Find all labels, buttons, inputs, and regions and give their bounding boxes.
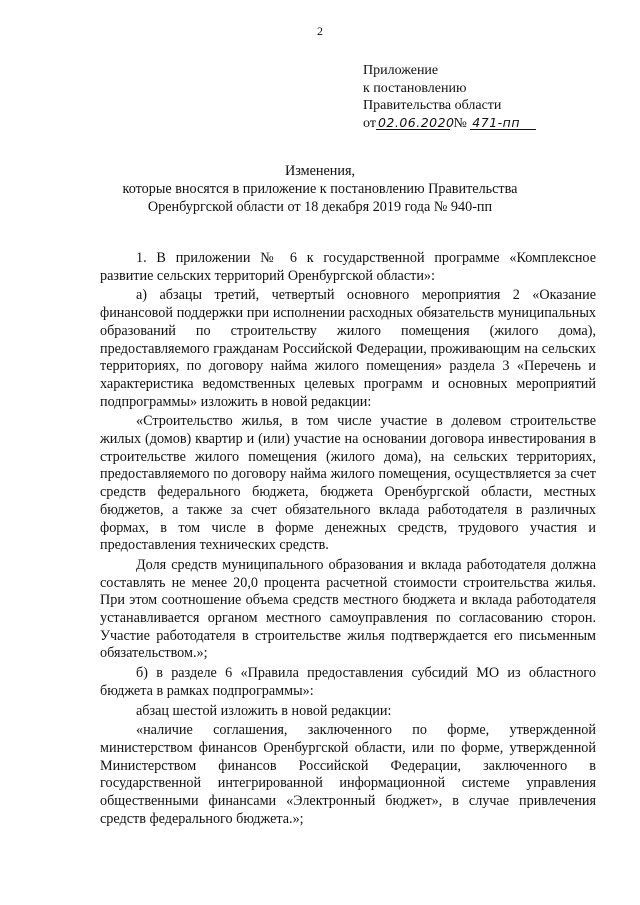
appendix-line-1: Приложение [363, 63, 439, 78]
title-line-1: Изменения, [284, 163, 356, 179]
paragraph: б) в разделе 6 «Правила предоставления субсидий МО из областного бюджета в рамках подпрограммы»: [100, 665, 596, 699]
paragraph: «наличие соглашения, заключенного по форме, утвержденной министерством финансов Оренбургской области, или по форме, утвержденной Министерством финансов Российской Федерации, заключенного в государственной интегрированной информационной системе управления общественными финансами «Электронный бюджет», в случае привлечения средств федерального бюджета.»; [100, 722, 596, 827]
appendix-date-line [363, 115, 536, 133]
date-prefix: от [363, 115, 376, 131]
page-number: 2 [317, 24, 323, 38]
paragraph: а) абзацы третий, четвертый основного мероприятия 2 «Оказание финансовой поддержки при исполнении расходных обязательств муниципальных образований по строительству жилого помещения (жилого дома), предоставляемого гражданам Российской Федерации, проживающим на сельских территориях, по договору найма жилого помещения» раздела 3 «Перечень и характеристика ведомственных целевых программ и основных мероприятий подпрограммы» изложить в новой редакции: [100, 287, 596, 410]
number-sign: № [453, 115, 467, 131]
handwritten-number: 471-пп [470, 116, 536, 130]
title-line-2: которые вносятся в приложение к постановлению Правительства [122, 181, 518, 197]
paragraph: 1. В приложении № 6 к государственной программе «Комплексное развитие сельских территорий Оренбургской области»: [100, 250, 596, 284]
paragraph: «Строительство жилья, в том числе участие в долевом строительстве жилых (домов) квартир и (или) участие на основании договора инвестирования в строительстве жилого помещения (жилого дома), на сельских территориях, предоставляемого по договору найма жилого помещения, осуществляется за счет средств федерального бюджета, бюджета Оренбургской области, местных бюджетов, а также за счет обязательного вклада работодателя в различных формах, в том числе в форме денежных средств, трудового участия и предоставления технических средств. [100, 413, 596, 554]
appendix-header [363, 62, 536, 132]
paragraph: абзац шестой изложить в новой редакции: [136, 702, 392, 719]
document-title [0, 162, 640, 216]
document-body [100, 250, 596, 831]
paragraph: Доля средств муниципального образования и вклада работодателя должна составлять не менее 20,0 процента расчетной стоимости строительства жилья. При этом соотношение объема средств местного бюджета и вклада работодателя устанавливается органом местного самоуправления по согласованию сторон. Участие работодателя в строительстве жилья подтверждается его письменным обязательством.»; [100, 556, 596, 662]
title-line-3: Оренбургской области от 18 декабря 2019 года № 940-пп [147, 199, 493, 215]
appendix-line-3: Правительства области [363, 98, 502, 113]
handwritten-date: 02.06.2020 [377, 114, 455, 130]
appendix-line-2: к постановлению [363, 80, 467, 96]
